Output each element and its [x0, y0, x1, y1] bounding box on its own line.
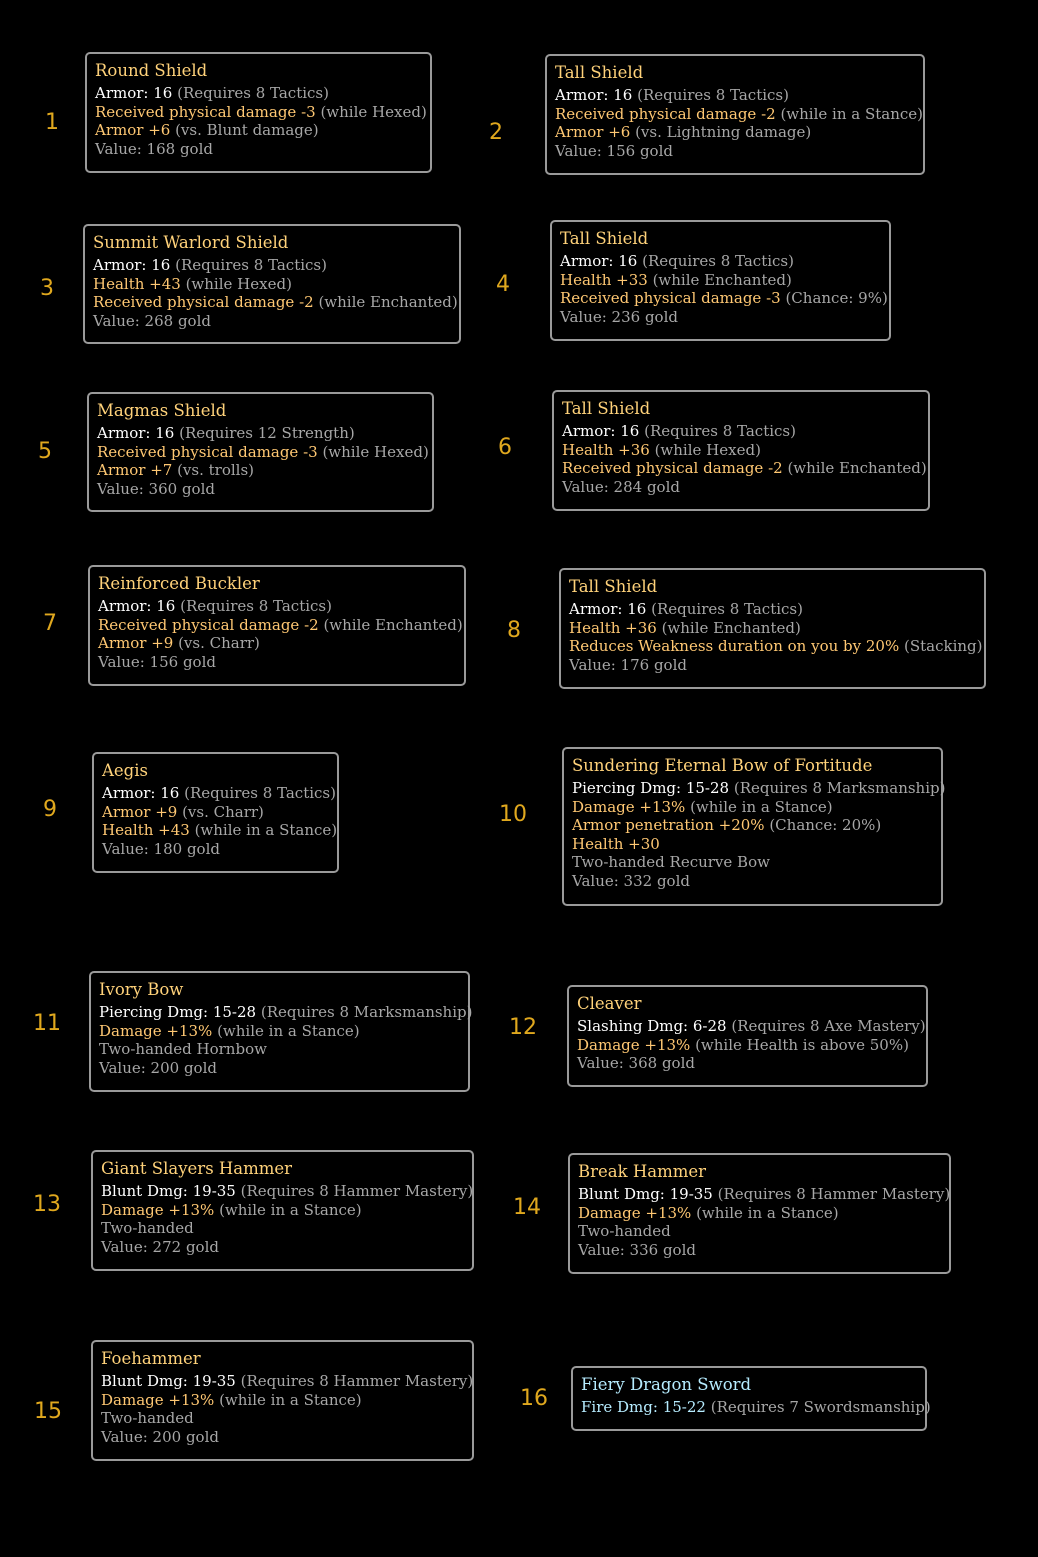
stat-note: (Requires 8 Tactics) — [642, 252, 794, 270]
stat-note: Value: 268 gold — [93, 311, 211, 330]
stat-value: Armor: 16 — [562, 422, 645, 440]
stat-note: (Requires 8 Tactics) — [637, 86, 789, 104]
stat-value: Received physical damage -2 — [562, 459, 788, 477]
stat-note: Value: 360 gold — [97, 479, 215, 498]
item-number: 4 — [496, 272, 510, 297]
item-stat-line — [98, 653, 456, 672]
stat-value: Health +43 — [93, 274, 186, 293]
item-stat-line — [569, 637, 983, 656]
stat-note: (Requires 8 Tactics) — [180, 597, 332, 615]
item-name: Foehammer — [101, 1349, 201, 1368]
item-number: 9 — [43, 797, 57, 822]
item-stat-line — [99, 1040, 460, 1059]
stat-note: Value: 168 gold — [95, 139, 213, 158]
item-stat-line — [560, 308, 881, 327]
stat-note: (while Hexed) — [185, 274, 292, 293]
item-number: 16 — [520, 1386, 548, 1411]
item-tooltip[interactable] — [88, 565, 466, 686]
stat-value: Health +36 — [562, 440, 655, 459]
item-tooltip[interactable] — [559, 568, 986, 689]
item-tooltip[interactable] — [85, 52, 432, 173]
item-tooltip[interactable] — [91, 1150, 474, 1271]
stat-value: Armor +9 — [98, 634, 179, 652]
stat-value: Received physical damage -3 — [95, 102, 321, 121]
item-stat-line — [577, 1036, 918, 1055]
item-stat-line — [555, 104, 924, 124]
item-stat-line — [101, 1182, 474, 1201]
item-name: Sundering Eternal Bow of Fortitude — [572, 756, 873, 775]
stat-value: Health +33 — [560, 270, 653, 289]
item-name: Tall Shield — [560, 229, 649, 248]
item-name: Tall Shield — [555, 63, 644, 82]
item-name: Tall Shield — [569, 577, 658, 596]
item-stat-line — [569, 656, 976, 675]
stat-value: Armor: 16 — [555, 86, 638, 104]
item-stat-line — [93, 312, 451, 331]
item-stat-line — [578, 1204, 941, 1223]
stat-note: (Stacking) — [904, 637, 983, 655]
stat-note: Two-handed — [101, 1409, 194, 1427]
item-stat-line — [98, 597, 456, 616]
item-name: Magmas Shield — [97, 401, 227, 420]
item-stat-line — [98, 615, 463, 635]
item-name: Reinforced Buckler — [98, 574, 260, 593]
stat-value: Armor +6 — [555, 123, 636, 141]
item-stat-line — [562, 422, 920, 441]
stat-note: Value: 368 gold — [577, 1054, 695, 1072]
item-stat-line — [560, 271, 881, 290]
item-stat-line — [102, 840, 329, 859]
item-stat-line — [95, 102, 427, 122]
item-name: Giant Slayers Hammer — [101, 1159, 293, 1178]
stat-note: Value: 156 gold — [555, 141, 673, 160]
stat-note: (vs. Blunt damage) — [175, 121, 319, 139]
item-stat-line — [562, 441, 920, 460]
stat-note: (while Enchanted) — [661, 618, 801, 637]
stat-note: (Chance: 9%) — [785, 289, 888, 307]
stat-value: Blunt Dmg: 19-35 — [101, 1182, 241, 1200]
stat-note: (while in a Stance) — [696, 1203, 839, 1222]
item-stat-line — [562, 478, 920, 497]
stat-note: (while in a Stance) — [219, 1390, 362, 1409]
item-stat-line — [95, 84, 422, 103]
item-name: Fiery Dragon Sword — [581, 1375, 752, 1394]
item-tooltip[interactable] — [89, 971, 473, 1092]
stat-value: Armor: 16 — [95, 84, 178, 102]
stat-value: Damage +13% — [578, 1203, 697, 1222]
item-stat-line — [560, 252, 881, 271]
item-tooltip[interactable] — [568, 1153, 951, 1274]
item-stat-line — [102, 821, 338, 840]
item-tooltip[interactable] — [552, 390, 930, 511]
item-tooltip[interactable] — [567, 985, 928, 1087]
stat-note: Two-handed — [578, 1222, 671, 1240]
item-tooltip[interactable] — [87, 392, 434, 512]
stat-value: Damage +13% — [572, 797, 691, 816]
stat-note: Value: 332 gold — [572, 871, 690, 890]
item-stat-line — [95, 140, 422, 159]
item-stat-line — [101, 1219, 464, 1238]
stat-note: (while Enchanted) — [652, 270, 792, 289]
stat-note: (Requires 8 Tactics) — [651, 600, 803, 618]
stat-note: (while in a Stance) — [217, 1021, 360, 1040]
item-stat-line — [578, 1185, 951, 1204]
item-stat-line — [93, 256, 451, 275]
item-stat-line — [93, 293, 458, 312]
stat-note: (vs. Charr) — [182, 802, 264, 821]
stat-value: Piercing Dmg: 15-28 — [572, 779, 734, 797]
item-stat-line — [97, 480, 424, 499]
stat-value: Received physical damage -2 — [98, 615, 324, 634]
item-number: 12 — [509, 1015, 537, 1040]
stat-value: Health +36 — [569, 618, 662, 637]
item-tooltip[interactable] — [550, 220, 891, 341]
item-stat-line — [555, 86, 915, 105]
item-number: 14 — [513, 1195, 541, 1220]
stat-note: (while in a Stance) — [780, 104, 924, 123]
item-stat-line — [572, 835, 933, 854]
item-stat-line — [577, 1054, 918, 1073]
stat-note: (vs. Lightning damage) — [635, 123, 812, 141]
stat-note: (while Hexed) — [320, 102, 427, 121]
item-stat-line — [101, 1428, 464, 1447]
stat-note: (while Enchanted) — [318, 293, 458, 311]
item-stat-line — [101, 1391, 464, 1410]
item-stat-line — [572, 816, 933, 835]
item-stat-line — [101, 1409, 464, 1428]
stat-note: Value: 156 gold — [98, 652, 216, 671]
stat-value: Armor: 16 — [560, 252, 643, 270]
item-number: 5 — [38, 439, 52, 464]
item-tooltip[interactable] — [92, 752, 339, 873]
item-number: 13 — [33, 1192, 61, 1217]
item-stat-line — [99, 1059, 460, 1078]
item-number: 8 — [507, 618, 521, 643]
stat-note: Two-handed — [101, 1219, 194, 1237]
item-stat-line — [98, 634, 456, 653]
item-number: 15 — [34, 1399, 62, 1424]
item-stat-line — [555, 123, 915, 142]
stat-value: Damage +13% — [101, 1390, 220, 1409]
stat-note: (while Hexed) — [322, 442, 429, 461]
stat-note: Value: 176 gold — [569, 655, 687, 674]
stat-note: (while Hexed) — [654, 440, 761, 459]
item-number: 2 — [489, 120, 503, 145]
stat-value: Fire Dmg: 15-22 — [581, 1398, 711, 1416]
item-stat-line — [581, 1398, 931, 1417]
stat-value: Received physical damage -2 — [93, 293, 319, 311]
item-stat-line — [97, 442, 429, 462]
item-number: 10 — [499, 802, 527, 827]
item-name: Summit Warlord Shield — [93, 233, 289, 252]
stat-note: (Requires 8 Hammer Mastery) — [717, 1185, 951, 1203]
item-stat-line — [569, 600, 976, 619]
item-stat-line — [99, 1022, 460, 1041]
stat-note: (while in a Stance) — [219, 1200, 362, 1219]
stat-value: Health +43 — [102, 821, 195, 839]
item-stat-line — [572, 798, 933, 817]
item-tooltip[interactable] — [545, 54, 925, 175]
stat-note: (Requires 7 Swordsmanship) — [710, 1398, 931, 1416]
item-tooltip[interactable] — [562, 747, 946, 906]
stat-value: Armor: 16 — [98, 597, 181, 615]
stat-value: Damage +13% — [101, 1200, 220, 1219]
item-stat-line — [97, 424, 424, 443]
item-number: 7 — [43, 611, 57, 636]
stat-note: Value: 284 gold — [562, 477, 680, 496]
item-stat-line — [101, 1201, 464, 1220]
stat-value: Armor penetration +20% — [572, 816, 770, 834]
stat-note: (vs. Charr) — [178, 634, 260, 652]
stat-note: (Chance: 20%) — [769, 816, 882, 834]
item-number: 6 — [498, 435, 512, 460]
item-stat-line — [572, 853, 933, 872]
stat-value: Piercing Dmg: 15-28 — [99, 1003, 261, 1021]
stat-note: Value: 236 gold — [560, 307, 678, 326]
stat-note: (while in a Stance) — [690, 797, 833, 816]
item-name: Round Shield — [95, 61, 208, 80]
stat-value: Armor: 16 — [569, 600, 652, 618]
stat-value: Blunt Dmg: 19-35 — [101, 1372, 241, 1390]
item-stat-line — [572, 872, 933, 891]
stat-note: (Requires 8 Tactics) — [175, 256, 327, 274]
stat-value: Armor +9 — [102, 802, 183, 821]
item-number: 1 — [45, 110, 59, 135]
stat-note: (while in a Stance) — [194, 821, 338, 839]
stat-note: Value: 180 gold — [102, 839, 220, 858]
item-stat-line — [577, 1017, 926, 1036]
item-stat-line — [572, 779, 946, 798]
stat-value: Armor: 16 — [102, 784, 185, 802]
stat-value: Slashing Dmg: 6-28 — [577, 1017, 732, 1035]
item-stat-line — [569, 619, 976, 638]
stat-value: Armor: 16 — [97, 424, 180, 442]
stat-note: Two-handed Recurve Bow — [572, 853, 770, 871]
item-name: Ivory Bow — [99, 980, 184, 999]
stat-value: Received physical damage -2 — [555, 104, 781, 123]
stat-note: (Requires 8 Tactics) — [644, 422, 796, 440]
stat-value: Damage +13% — [577, 1035, 696, 1054]
stat-note: Value: 272 gold — [101, 1237, 219, 1256]
stat-note: (vs. trolls) — [177, 461, 255, 479]
item-name: Cleaver — [577, 994, 642, 1013]
item-stat-line — [562, 459, 927, 478]
stat-note: (while Enchanted) — [787, 459, 927, 477]
stat-note: (while Health is above 50%) — [695, 1035, 909, 1054]
item-tooltip[interactable] — [91, 1340, 474, 1461]
stat-note: (Requires 8 Hammer Mastery) — [240, 1182, 474, 1200]
item-name: Tall Shield — [562, 399, 651, 418]
stat-value: Reduces Weakness duration on you by 20% — [569, 637, 904, 655]
item-stat-line — [578, 1241, 941, 1260]
item-tooltip[interactable] — [83, 224, 461, 344]
item-name: Break Hammer — [578, 1162, 707, 1181]
item-name: Aegis — [102, 761, 148, 780]
stat-note: (Requires 8 Marksmanship) — [733, 779, 946, 797]
item-stat-line — [101, 1238, 464, 1257]
item-stat-line — [560, 289, 888, 308]
stat-note: (Requires 12 Strength) — [179, 424, 355, 442]
item-tooltip[interactable] — [571, 1366, 931, 1431]
stat-value: Armor +6 — [95, 121, 176, 139]
stat-value: Blunt Dmg: 19-35 — [578, 1185, 718, 1203]
stat-value: Armor: 16 — [93, 256, 176, 274]
stat-value: Armor +7 — [97, 461, 178, 479]
item-stat-line — [102, 784, 336, 803]
stat-note: (Requires 8 Marksmanship) — [260, 1003, 473, 1021]
stat-note: Two-handed Hornbow — [99, 1040, 267, 1058]
stat-note: (Requires 8 Hammer Mastery) — [240, 1372, 474, 1390]
stat-note: (Requires 8 Tactics) — [184, 784, 336, 802]
item-stat-line — [101, 1372, 474, 1391]
stat-note: (Requires 8 Axe Mastery) — [731, 1017, 926, 1035]
stat-note: (while Enchanted) — [323, 615, 463, 634]
stat-note: (Requires 8 Tactics) — [177, 84, 329, 102]
stat-note: Value: 336 gold — [578, 1240, 696, 1259]
stat-note: Value: 200 gold — [101, 1427, 219, 1446]
item-number: 3 — [40, 276, 54, 301]
item-stat-line — [97, 461, 424, 480]
item-stat-line — [102, 803, 329, 822]
stat-value: Received physical damage -3 — [97, 442, 323, 461]
item-stat-line — [95, 121, 422, 140]
item-number: 11 — [33, 1011, 61, 1036]
item-stat-line — [578, 1222, 941, 1241]
item-stat-line — [99, 1003, 473, 1022]
stat-value: Received physical damage -3 — [560, 289, 786, 307]
item-stat-line — [555, 142, 915, 161]
item-stat-line — [93, 275, 451, 294]
stat-value: Health +30 — [572, 834, 660, 853]
stat-note: Value: 200 gold — [99, 1058, 217, 1077]
stat-value: Damage +13% — [99, 1021, 218, 1040]
